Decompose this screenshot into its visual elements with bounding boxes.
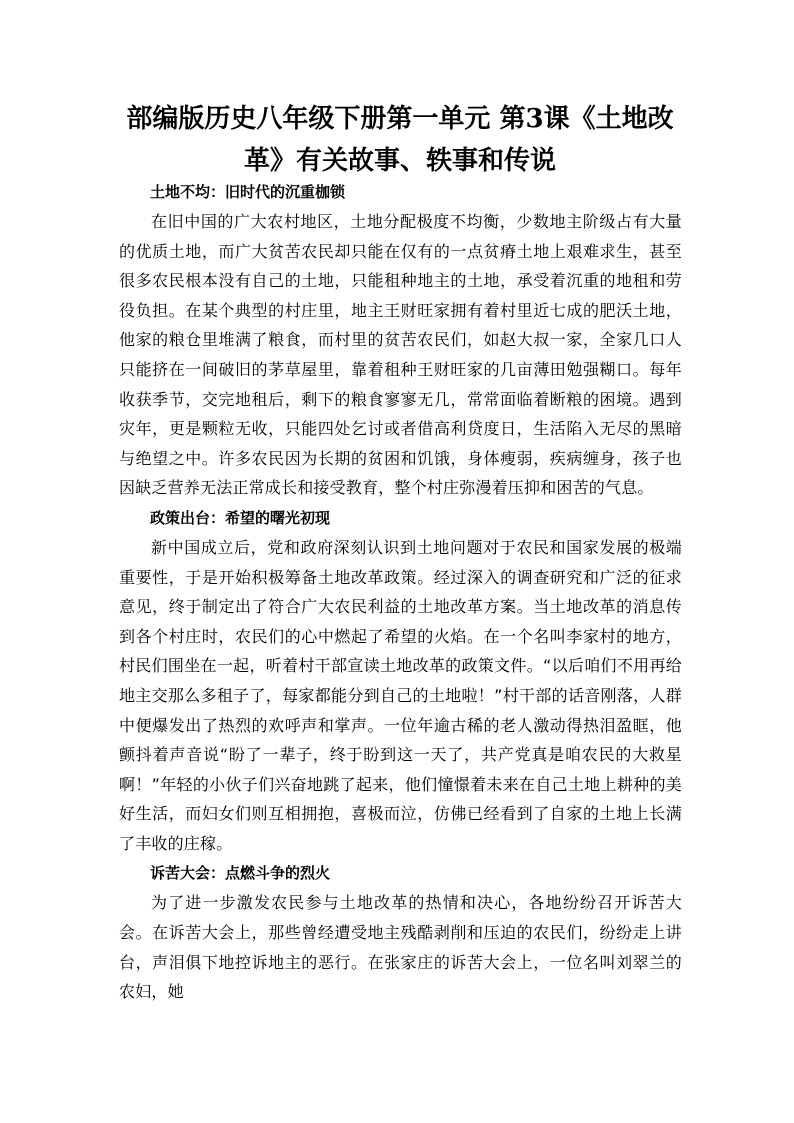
section-grievance-meeting	[119, 861, 682, 1006]
document-body	[119, 180, 682, 1010]
document-title: 部编版历史八年级下册第一单元 第3课《土地改革》有关故事、轶事和传说	[126, 104, 674, 176]
section-land-inequality	[119, 180, 682, 503]
section-heading: 诉苦大会：点燃斗争的烈火	[150, 864, 331, 883]
section-heading: 政策出台：希望的曙光初现	[150, 508, 331, 527]
section-heading: 土地不均：旧时代的沉重枷锁	[150, 183, 346, 201]
section-policy-introduction	[119, 506, 682, 859]
section-paragraph: 为了进一步激发农民参与土地改革的热情和决心，各地纷纷召开诉苦大会。在诉苦大会上，那些曾经遭受地主残酷剥削和压迫的农民们，纷纷走上讲台，声泪俱下地控诉地主的恶行。在张家庄的诉苦大会上，一位名叫刘翠兰的农妇，她	[119, 893, 682, 1002]
section-paragraph: 新中国成立后，党和政府深刻认识到土地问题对于农民和国家发展的极端重要性，于是开始积极筹备土地改革政策。经过深入的调查研究和广泛的征求意见，终于制定出了符合广大农民利益的土地改革方案。当土地改革的消息传到各个村庄时，农民们的心中燃起了希望的火焰。在一个名叫李家村的地方，村民们围坐在一起，听着村干部宣读土地改革的政策文件。“以后咱们不用再给地主交那么多租子了，每家都能分到自己的土地啦！”村干部的话音刚落，人群中便爆发出了热烈的欢呼声和掌声。一位年逾古稀的老人激动得热泪盈眶，他颤抖着声音说“盼了一辈子，终于盼到这一天了，共产党真是咱农民的大救星啊！”年轻的小伙子们兴奋地跳了起来，他们憧憬着未来在自己土地上耕种的美好生活，而妇女们则互相拥抱，喜极而泣，仿佛已经看到了自家的土地上长满了丰收的庄稼。	[119, 537, 682, 853]
section-paragraph: 在旧中国的广大农村地区，土地分配极度不均衡，少数地主阶级占有大量的优质土地，而广大贫苦农民却只能在仅有的一点贫瘠土地上艰难求生，甚至很多农民根本没有自己的土地，只能租种地主的土地，承受着沉重的地租和劳役负担。在某个典型的村庄里，地主王财旺家拥有着村里近七成的肥沃土地，他家的粮仓里堆满了粮食，而村里的贫苦农民们，如赵大叔一家，全家几口人只能挤在一间破旧的茅草屋里，靠着租种王财旺家的几亩薄田勉强糊口。每年收获季节，交完地租后，剩下的粮食寥寥无几，常常面临着断粮的困境。遇到灾年，更是颗粒无收，只能四处乞讨或者借高利贷度日，生活陷入无尽的黑暗与绝望之中。许多农民因为长期的贫困和饥饿，身体瘦弱，疾病缠身，孩子也因缺乏营养无法正常成长和接受教育，整个村庄弥漫着压抑和困苦的气息。	[119, 212, 682, 498]
